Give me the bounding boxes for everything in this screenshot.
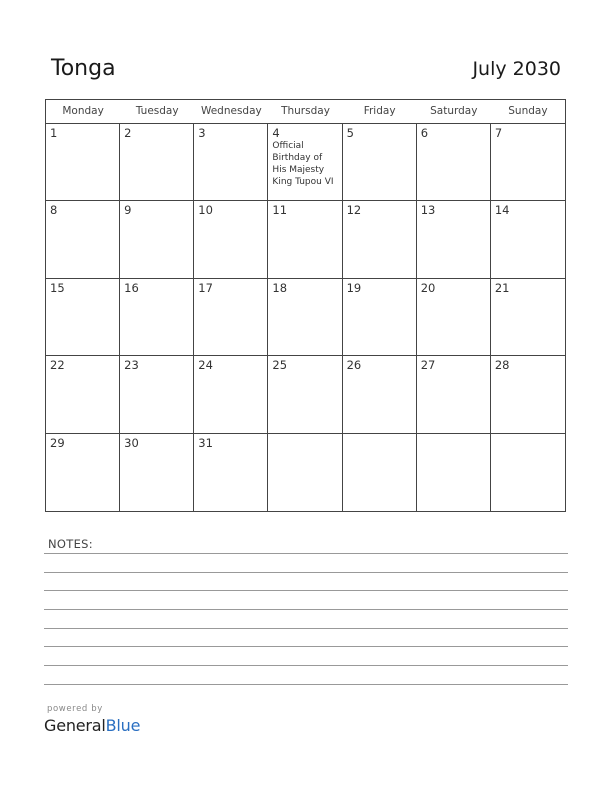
day-number: 13: [420, 203, 436, 218]
day-cell: [491, 124, 565, 201]
holiday-label: Official Birthday of His Majesty King Tupou VI: [272, 141, 334, 187]
weekday-header-saturday: Saturday: [417, 100, 491, 124]
day-cell: [343, 124, 417, 201]
day-cell: [194, 124, 268, 201]
day-cell: [120, 279, 194, 356]
day-number: 21: [494, 280, 510, 295]
month-year-title: July 2030: [472, 58, 561, 80]
day-cell: [417, 279, 491, 356]
weekday-header-monday: Monday: [46, 100, 120, 124]
day-number: 12: [346, 203, 362, 218]
day-number: 26: [346, 358, 362, 373]
weekday-header-friday: Friday: [343, 100, 417, 124]
weekday-header-thursday: Thursday: [268, 100, 342, 124]
day-number: 28: [494, 358, 510, 373]
day-number: 19: [346, 280, 362, 295]
notes-line: [44, 646, 568, 647]
day-number: 23: [124, 358, 139, 373]
day-number: 31: [198, 435, 213, 450]
day-cell: [194, 434, 268, 511]
day-number: 4: [272, 126, 280, 140]
logo-text-blue: Blue: [105, 716, 141, 735]
day-cell: [343, 356, 417, 433]
day-cell: [120, 356, 194, 433]
day-number: 22: [50, 358, 65, 373]
day-cell: [491, 434, 565, 511]
day-cell: [194, 356, 268, 433]
day-number: 5: [346, 126, 354, 140]
day-cell: [120, 201, 194, 278]
notes-line: [44, 684, 568, 685]
notes-line: [44, 590, 568, 591]
day-number: 18: [272, 280, 288, 295]
calendar-grid: [45, 99, 566, 512]
day-cell: [417, 356, 491, 433]
day-cell: [491, 356, 565, 433]
day-cell: [491, 279, 565, 356]
notes-line: [44, 572, 568, 573]
notes-label: NOTES:: [48, 537, 93, 551]
day-number: 15: [50, 280, 65, 295]
day-cell: [268, 356, 342, 433]
day-cell: [268, 434, 342, 511]
day-number: 2: [124, 126, 132, 140]
day-cell: [343, 434, 417, 511]
day-cell: [120, 434, 194, 511]
day-number: 3: [198, 126, 206, 140]
day-number: 24: [198, 358, 213, 373]
weekday-header-tuesday: Tuesday: [120, 100, 194, 124]
notes-line: [44, 628, 568, 629]
day-number: 27: [420, 358, 436, 373]
day-cell: [268, 279, 342, 356]
day-number: 1: [50, 126, 58, 140]
day-number: 10: [198, 203, 213, 218]
day-number: 7: [494, 126, 503, 140]
day-cell: [46, 356, 120, 433]
country-title: Tonga: [51, 56, 116, 81]
notes-line: [44, 553, 568, 554]
day-cell: [268, 201, 342, 278]
logo-text-general: General: [44, 716, 106, 735]
powered-by-label: powered by: [47, 704, 103, 714]
day-number: 16: [124, 280, 139, 295]
day-cell: [46, 124, 120, 201]
day-number: 30: [124, 435, 139, 450]
day-cell: [46, 279, 120, 356]
day-number: 20: [420, 280, 436, 295]
day-cell: [343, 201, 417, 278]
weekday-header-sunday: Sunday: [491, 100, 565, 124]
day-cell: [268, 124, 342, 201]
day-cell: [417, 201, 491, 278]
day-cell: [343, 279, 417, 356]
day-cell: [491, 201, 565, 278]
notes-line: [44, 609, 568, 610]
day-cell: [417, 434, 491, 511]
day-cell: [120, 124, 194, 201]
day-number: 29: [50, 435, 65, 450]
day-number: 17: [198, 280, 213, 295]
weekday-header-wednesday: Wednesday: [194, 100, 268, 124]
day-cell: [194, 201, 268, 278]
day-cell: [46, 201, 120, 278]
day-number: 6: [420, 126, 429, 140]
generalblue-logo: [44, 716, 140, 735]
day-number: 11: [272, 203, 288, 218]
day-cell: [194, 279, 268, 356]
day-number: 14: [494, 203, 510, 218]
day-cell: [417, 124, 491, 201]
day-number: 25: [272, 358, 288, 373]
notes-line: [44, 665, 568, 666]
day-cell: [46, 434, 120, 511]
day-number: 9: [124, 203, 132, 218]
day-number: 8: [50, 203, 58, 218]
